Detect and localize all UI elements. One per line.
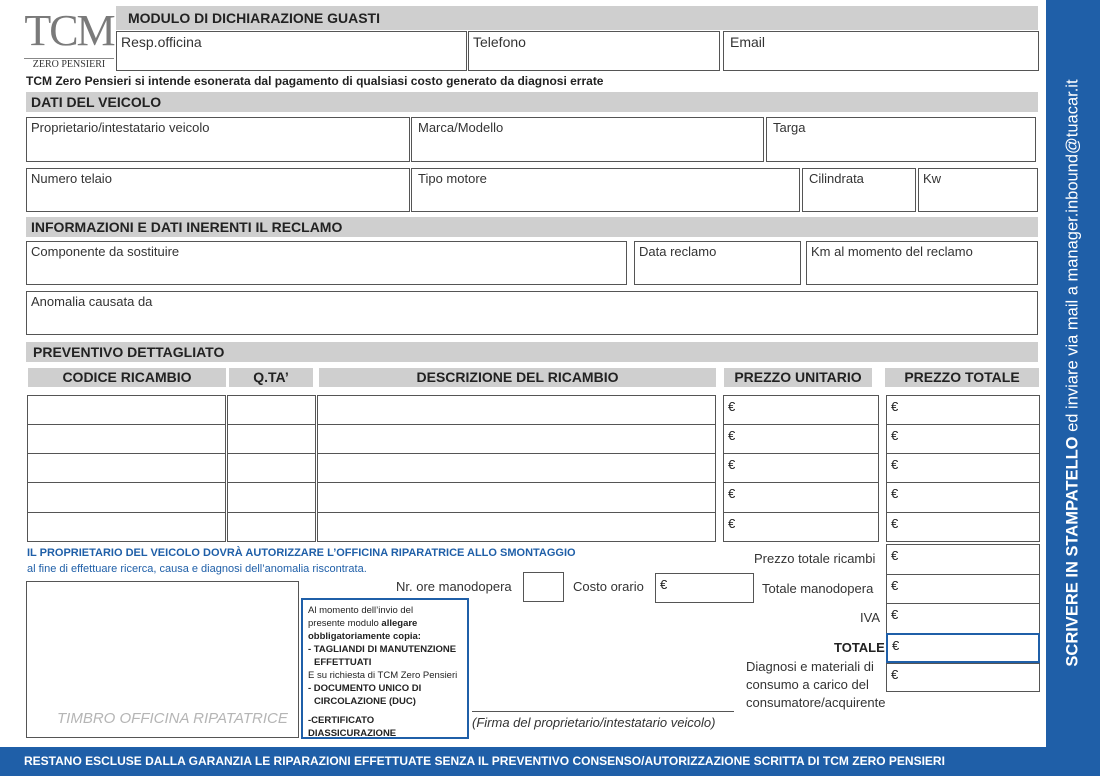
owner-label: Proprietario/intestatario veicolo [31,120,210,135]
unit-price-cell[interactable] [723,453,879,483]
euro-symbol: € [891,457,899,472]
total-price-cell[interactable] [886,424,1040,454]
resp-officina-label: Resp.officina [121,34,202,50]
sidebar-normal-text: ed inviare via mail a manager.inbound@tuacar.it [1063,79,1082,437]
sidebar-text [1064,79,1083,666]
claim-km-field[interactable] [806,241,1038,285]
stamp-placeholder: TIMBRO OFFICINA RIPATATRICE [57,710,288,727]
workshop-stamp-box[interactable] [26,581,299,738]
attachments-intro-bold-1: allegare [381,618,418,629]
euro-symbol: € [891,667,899,682]
euro-symbol: € [891,486,899,501]
euro-symbol: € [891,578,899,593]
attachments-intro-2 [308,617,462,630]
component-field[interactable] [26,241,627,285]
attachments-intro-1: Al momento dell’invio del [308,605,414,616]
anomaly-label: Anomalia causata da [31,294,153,309]
total-price-cell[interactable] [886,482,1040,513]
disclaimer: TCM Zero Pensieri si intende esonerata dal pagamento di qualsiasi costo generato da diagnosi errate [26,74,604,88]
qty-cell[interactable] [227,512,316,542]
authorization-subnote: al fine di effettuare ricerca, causa e diagnosi dell’anomalia riscontrata. [27,563,367,575]
euro-symbol: € [892,638,900,653]
claim-section-title: INFORMAZIONI E DATI INERENTI IL RECLAMO [26,217,1038,237]
email-field[interactable] [723,31,1039,71]
code-cell[interactable] [27,482,226,513]
euro-symbol: € [891,607,899,622]
component-label: Componente da sostituire [31,244,180,259]
attachments-intro-2-text: presente modulo [308,618,379,629]
euro-symbol: € [728,486,736,501]
signature-line[interactable] [472,711,734,712]
sidebar-bold-text: SCRIVERE IN STAMPATELLO [1063,436,1082,667]
labor-hours-input[interactable] [523,572,564,602]
displacement-field[interactable] [802,168,916,212]
form-title: MODULO DI DICHIARAZIONE GUASTI [116,6,1038,30]
qty-cell[interactable] [227,453,316,483]
chassis-label: Numero telaio [31,171,112,186]
diagnosis-cost-cell[interactable] [886,663,1040,692]
parts-total-label: Prezzo totale ricambi [754,551,876,566]
vehicle-section-title: DATI DEL VEICOLO [26,92,1038,112]
attachment-item-duc-cont: CIRCOLAZIONE (DUC) [314,696,416,707]
attachments-request: E su richiesta di TCM Zero Pensieri [308,670,458,681]
plate-label: Targa [773,120,806,135]
euro-symbol: € [891,548,899,563]
signature-label: (Firma del proprietario/intestatario veicolo) [472,715,716,730]
diagnosis-label-line2: consumo a carico del [746,677,869,692]
brand-label: Marca/Modello [418,120,504,135]
footer-bar [0,747,1100,776]
euro-symbol: € [891,516,899,531]
total-price-cell[interactable] [886,395,1040,425]
displacement-label: Cilindrata [809,171,864,186]
code-cell[interactable] [27,453,226,483]
engine-label: Tipo motore [418,171,487,186]
euro-symbol: € [891,428,899,443]
col-total-price-header: PREZZO TOTALE [885,368,1039,387]
grand-total-label: TOTALE [834,640,885,655]
attachment-item-maintenance: - TAGLIANDI DI MANUTENZIONE [308,644,457,655]
attachments-intro-bold-2: obbligatoriamente copia: [308,631,421,642]
sidebar-bar [1046,0,1100,747]
claim-km-label: Km al momento del reclamo [811,244,973,259]
desc-cell[interactable] [317,512,716,542]
logo-mark: TCM [24,6,114,55]
qty-cell[interactable] [227,424,316,454]
attachments-box [301,598,469,739]
diagnosis-label-line1: Diagnosi e materiali di [746,659,874,674]
euro-symbol: € [891,399,899,414]
telefono-field[interactable] [468,31,720,71]
vat-cell[interactable] [886,603,1040,634]
euro-symbol: € [728,399,736,414]
authorization-notice: IL PROPRIETARIO DEL VEICOLO DOVRÀ AUTORIZZARE L’OFFICINA RIPARATRICE ALLO SMONTAGGIO [27,547,576,559]
hourly-rate-label: Costo orario [573,579,644,594]
code-cell[interactable] [27,395,226,425]
claim-date-field[interactable] [634,241,801,285]
qty-cell[interactable] [227,395,316,425]
unit-price-cell[interactable] [723,395,879,425]
anomaly-field[interactable] [26,291,1038,335]
unit-price-cell[interactable] [723,424,879,454]
col-desc-header: DESCRIZIONE DEL RICAMBIO [319,368,716,387]
col-unit-price-header: PREZZO UNITARIO [724,368,872,387]
euro-symbol: € [728,457,736,472]
brand-field[interactable] [411,117,764,162]
euro-symbol: € [728,516,736,531]
logo-subtitle: ZERO PENSIERI [24,58,114,70]
euro-symbol: € [660,577,668,592]
hourly-rate-input[interactable] [655,573,754,603]
desc-cell[interactable] [317,395,716,425]
total-price-cell[interactable] [886,512,1040,542]
attachment-item-insurance: -CERTIFICATO DIASSICURAZIONE [308,715,397,739]
diagnosis-label-line3: consumatore/acquirente [746,695,886,710]
claim-date-label: Data reclamo [639,244,717,259]
code-cell[interactable] [27,424,226,454]
kw-field[interactable] [918,168,1038,212]
vat-label: IVA [860,610,880,625]
col-qty-header: Q.TA’ [229,368,313,387]
plate-field[interactable] [766,117,1036,162]
qty-cell[interactable] [227,482,316,513]
desc-cell[interactable] [317,482,716,513]
unit-price-cell[interactable] [723,482,879,513]
parts-total-cell[interactable] [886,544,1040,575]
kw-label: Kw [923,171,942,186]
attachment-item-maintenance-cont: EFFETTUATI [314,657,372,668]
unit-price-cell[interactable] [723,512,879,542]
total-price-cell[interactable] [886,453,1040,483]
footer-text: RESTANO ESCLUSE DALLA GARANZIA LE RIPARAZIONI EFFETTUATE SENZA IL PREVENTIVO CONSENSO/AUTORIZZAZIONE SCRITTA DI TCM ZERO PENSIERI [24,754,945,768]
telefono-label: Telefono [473,34,526,50]
desc-cell[interactable] [317,453,716,483]
col-code-header: CODICE RICAMBIO [28,368,226,387]
owner-field[interactable] [26,117,410,162]
code-cell[interactable] [27,512,226,542]
labor-total-cell[interactable] [886,574,1040,604]
desc-cell[interactable] [317,424,716,454]
logo [24,6,114,72]
attachment-item-duc: - DOCUMENTO UNICO DI [308,683,422,694]
engine-field[interactable] [411,168,800,212]
labor-hours-label: Nr. ore manodopera [396,579,512,594]
euro-symbol: € [728,428,736,443]
resp-officina-field[interactable] [116,31,467,71]
grand-total-cell[interactable] [886,633,1040,663]
labor-total-label: Totale manodopera [762,581,874,596]
quote-section-title: PREVENTIVO DETTAGLIATO [26,342,1038,362]
chassis-field[interactable] [26,168,410,212]
email-label: Email [730,34,766,50]
